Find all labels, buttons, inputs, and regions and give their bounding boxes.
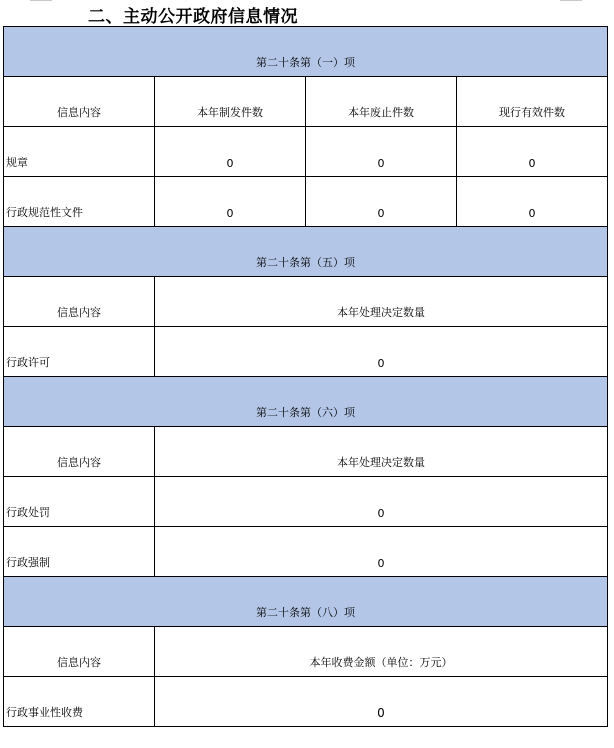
header-cell: 信息内容 — [4, 277, 155, 327]
value-cell: 0 — [155, 127, 306, 177]
header-cell: 本年制发件数 — [155, 77, 306, 127]
header-cell: 信息内容 — [4, 427, 155, 477]
header-cell: 本年废止件数 — [306, 77, 457, 127]
section-title: 第二十条第（六）项 — [4, 377, 608, 427]
value-cell: 0 — [457, 177, 608, 227]
header-cell: 信息内容 — [4, 627, 155, 677]
section-title-row — [4, 577, 608, 627]
header-cell: 本年收费金额（单位：万元） — [155, 627, 608, 677]
table-row — [4, 677, 608, 727]
table-row — [4, 177, 608, 227]
info-table — [3, 26, 608, 727]
row-label: 行政处罚 — [4, 477, 155, 527]
row-label: 行政强制 — [4, 527, 155, 577]
row-label: 规章 — [4, 127, 155, 177]
header-cell: 本年处理决定数量 — [155, 277, 608, 327]
value-cell: 0 — [155, 177, 306, 227]
section-title-row — [4, 27, 608, 77]
value-cell: 0 — [155, 477, 608, 527]
table-row — [4, 327, 608, 377]
value-cell: 0 — [306, 127, 457, 177]
value-cell: 0 — [155, 327, 608, 377]
row-label: 行政事业性收费 — [4, 677, 155, 727]
table-header-row — [4, 627, 608, 677]
table-header-row — [4, 77, 608, 127]
section-title-row — [4, 377, 608, 427]
table-header-row — [4, 277, 608, 327]
section-title: 第二十条第（一）项 — [4, 27, 608, 77]
header-cell: 本年处理决定数量 — [155, 427, 608, 477]
table-row — [4, 527, 608, 577]
table-row — [4, 477, 608, 527]
table-row — [4, 127, 608, 177]
row-label: 行政规范性文件 — [4, 177, 155, 227]
section-title-row — [4, 227, 608, 277]
value-cell: 0 — [155, 527, 608, 577]
value-cell: 0 — [306, 177, 457, 227]
value-cell: 0 — [155, 677, 608, 727]
table-header-row — [4, 427, 608, 477]
section-title: 第二十条第（五）项 — [4, 227, 608, 277]
header-cell: 现行有效件数 — [457, 77, 608, 127]
value-cell: 0 — [457, 127, 608, 177]
section-heading: 二、主动公开政府信息情况 — [88, 7, 298, 27]
top-border-left — [30, 0, 52, 1]
header-cell: 信息内容 — [4, 77, 155, 127]
section-title: 第二十条第（八）项 — [4, 577, 608, 627]
top-border-right — [560, 0, 582, 1]
row-label: 行政许可 — [4, 327, 155, 377]
